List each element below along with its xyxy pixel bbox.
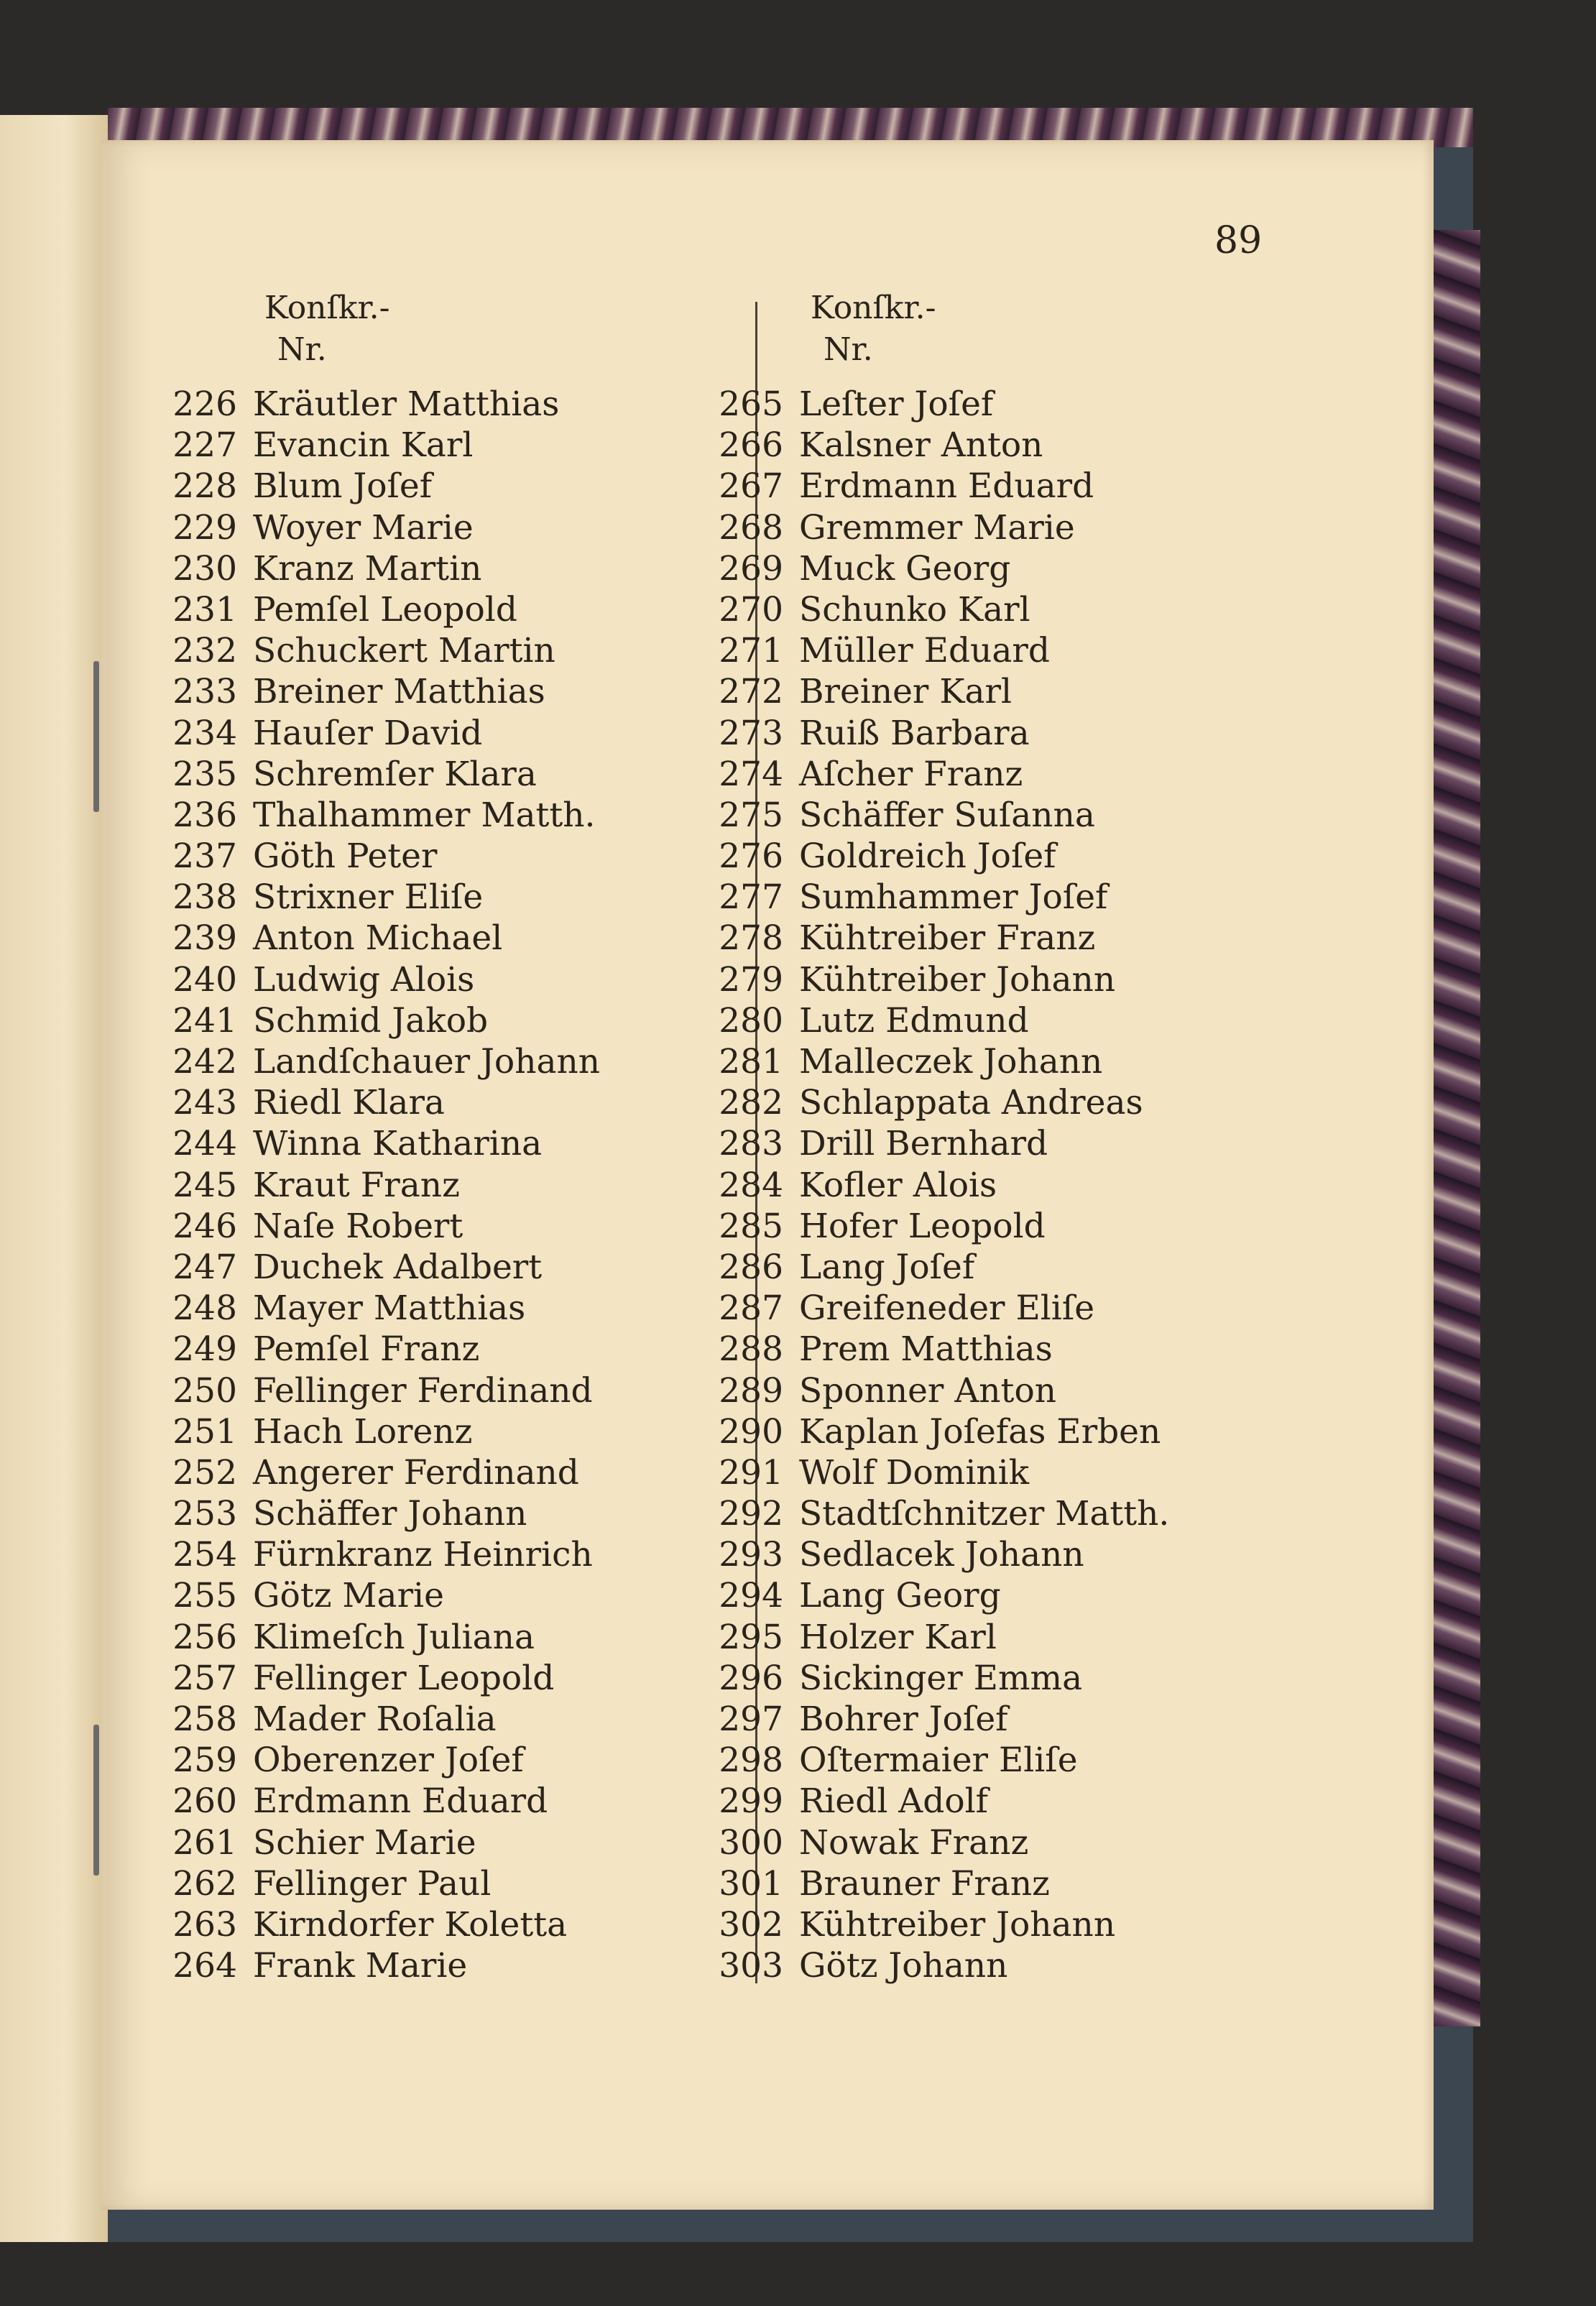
- entry-name: Fürnkranz Heinrich: [253, 1535, 593, 1575]
- header-line2: Nr.: [824, 331, 873, 368]
- list-item: [690, 1000, 1169, 1041]
- entry-name: Duchek Adalbert: [253, 1247, 543, 1287]
- list-item: [144, 754, 600, 795]
- entry-name: Schuckert Martin: [253, 631, 555, 671]
- entry-number: 249: [172, 1329, 237, 1370]
- entry-name: Woyer Marie: [253, 507, 474, 548]
- entry-number: 302: [719, 1904, 783, 1945]
- entry-name: Breiner Matthias: [253, 672, 545, 712]
- list-item: [690, 754, 1169, 795]
- list-item: [144, 1411, 600, 1452]
- list-item: [690, 1165, 1169, 1206]
- entry-number: 264: [172, 1946, 237, 1986]
- list-item: [144, 1863, 600, 1904]
- list-item: [690, 1288, 1169, 1329]
- entry-name: Frank Marie: [253, 1946, 468, 1986]
- entry-number: 260: [172, 1781, 237, 1822]
- entry-name: Prem Matthias: [799, 1329, 1053, 1370]
- entry-number: 232: [172, 631, 237, 671]
- entry-number: 281: [719, 1042, 783, 1081]
- entry-name: Thalhammer Matth.: [253, 795, 596, 835]
- entry-number: 282: [719, 1083, 783, 1123]
- entry-name: Bohrer Joſef: [799, 1699, 1008, 1739]
- binding-staple: [93, 661, 99, 812]
- entry-name: Kühtreiber Franz: [799, 918, 1096, 959]
- entry-name: Nowak Franz: [799, 1822, 1029, 1863]
- entry-number: 286: [719, 1247, 783, 1287]
- list-item: [144, 1781, 600, 1822]
- entry-number: 233: [172, 672, 237, 712]
- entry-name: Blum Joſef: [253, 466, 433, 507]
- entry-name: Sumhammer Joſef: [799, 877, 1108, 918]
- entry-name: Müller Eduard: [799, 631, 1050, 671]
- list-item: [690, 1370, 1169, 1411]
- entry-number: 241: [172, 1000, 237, 1041]
- entry-number: 245: [172, 1165, 237, 1205]
- entry-number: 244: [172, 1124, 237, 1164]
- entry-number: 289: [719, 1370, 783, 1411]
- entry-number: 262: [172, 1863, 237, 1904]
- marbled-edge-side: [1430, 230, 1480, 2026]
- entry-number: 276: [719, 836, 783, 877]
- list-item: [690, 1123, 1169, 1164]
- entry-number: 283: [719, 1124, 783, 1164]
- entry-number: 247: [172, 1247, 237, 1287]
- list-item: [690, 836, 1169, 877]
- list-item: [690, 1617, 1169, 1658]
- entry-name: Anton Michael: [253, 918, 503, 959]
- list-item: [144, 1329, 600, 1370]
- entry-name: Schmid Jakob: [253, 1000, 489, 1041]
- entry-number: 254: [172, 1535, 237, 1575]
- page-number: 89: [1214, 219, 1263, 262]
- right-entry-list: [690, 384, 1169, 1986]
- entry-name: Kalsner Anton: [799, 425, 1043, 466]
- list-item: [144, 1945, 600, 1986]
- list-item: [690, 1329, 1169, 1370]
- entry-name: Drill Bernhard: [799, 1124, 1048, 1164]
- entry-name: Schremſer Klara: [253, 754, 537, 794]
- entry-number: 296: [719, 1658, 783, 1698]
- list-item: [144, 1165, 600, 1206]
- entry-name: Hauſer David: [253, 713, 483, 753]
- entry-name: Erdmann Eduard: [253, 1781, 548, 1822]
- entry-number: 255: [172, 1576, 237, 1616]
- entry-name: Malleczek Johann: [799, 1042, 1103, 1081]
- list-item: [690, 1411, 1169, 1452]
- entry-name: Breiner Karl: [799, 672, 1012, 712]
- entry-name: Leſter Joſef: [799, 384, 994, 424]
- entry-name: Fellinger Paul: [253, 1863, 492, 1904]
- list-item: [690, 1822, 1169, 1863]
- entry-number: 294: [719, 1576, 783, 1616]
- entry-number: 290: [719, 1411, 783, 1452]
- entry-name: Holzer Karl: [799, 1617, 997, 1657]
- header-line2: Nr.: [277, 331, 327, 368]
- entry-name: Schunko Karl: [799, 589, 1030, 629]
- list-item: [144, 671, 600, 712]
- list-item: [690, 425, 1169, 466]
- entry-number: 251: [172, 1411, 237, 1452]
- entry-name: Schäffer Suſanna: [799, 795, 1095, 835]
- list-item: [144, 1699, 600, 1740]
- list-item: [144, 1575, 600, 1616]
- entry-name: Ludwig Alois: [253, 959, 475, 1000]
- list-item: [690, 1082, 1169, 1123]
- entry-name: Strixner Eliſe: [253, 877, 484, 918]
- list-item: [144, 1740, 600, 1781]
- entry-number: 301: [719, 1863, 783, 1904]
- list-item: [690, 1206, 1169, 1247]
- list-item: [144, 1822, 600, 1863]
- list-item: [690, 1575, 1169, 1616]
- entry-number: 228: [172, 466, 237, 507]
- list-item: [144, 589, 600, 630]
- entry-name: Götz Johann: [799, 1946, 1008, 1986]
- entry-name: Kofler Alois: [799, 1165, 997, 1205]
- list-item: [690, 1740, 1169, 1781]
- entry-number: 278: [719, 918, 783, 959]
- entry-number: 293: [719, 1535, 783, 1575]
- list-item: [144, 1370, 600, 1411]
- list-item: [144, 1658, 600, 1699]
- entry-name: Fellinger Ferdinand: [253, 1370, 593, 1411]
- list-item: [690, 877, 1169, 918]
- entry-number: 303: [719, 1946, 783, 1986]
- entry-number: 267: [719, 466, 783, 507]
- list-item: [690, 959, 1169, 1000]
- entry-number: 279: [719, 959, 783, 1000]
- entry-name: Mayer Matthias: [253, 1288, 526, 1329]
- entry-name: Gremmer Marie: [799, 507, 1075, 548]
- entry-number: 261: [172, 1822, 237, 1863]
- entry-name: Riedl Adolf: [799, 1781, 989, 1822]
- entry-number: 291: [719, 1452, 783, 1493]
- list-item: [690, 1781, 1169, 1822]
- entry-name: Pemſel Leopold: [253, 589, 517, 629]
- entry-number: 287: [719, 1288, 783, 1329]
- list-item: [144, 1617, 600, 1658]
- entry-name: Riedl Klara: [253, 1083, 445, 1123]
- entry-number: 246: [172, 1206, 237, 1246]
- entry-name: Kirndorfer Koletta: [253, 1904, 568, 1945]
- entry-number: 280: [719, 1000, 783, 1041]
- entry-number: 230: [172, 548, 237, 589]
- entry-number: 256: [172, 1617, 237, 1657]
- entry-number: 236: [172, 795, 237, 835]
- list-item: [144, 836, 600, 877]
- list-item: [144, 466, 600, 507]
- list-item: [690, 1493, 1169, 1534]
- list-item: [690, 1945, 1169, 1986]
- list-item: [144, 1206, 600, 1247]
- entry-number: 285: [719, 1206, 783, 1246]
- entry-name: Götz Marie: [253, 1576, 444, 1616]
- entry-name: Stadtſchnitzer Matth.: [799, 1494, 1170, 1534]
- list-item: [144, 630, 600, 671]
- list-item: [144, 1904, 600, 1945]
- entry-number: 239: [172, 918, 237, 959]
- entry-name: Oberenzer Joſef: [253, 1740, 524, 1781]
- entry-name: Sedlacek Johann: [799, 1535, 1084, 1575]
- facing-page-edge: [0, 115, 108, 2242]
- entry-number: 295: [719, 1617, 783, 1657]
- entry-number: 274: [719, 754, 783, 794]
- list-item: [144, 1123, 600, 1164]
- entry-name: Angerer Ferdinand: [253, 1452, 579, 1493]
- entry-number: 257: [172, 1658, 237, 1698]
- list-item: [690, 384, 1169, 425]
- list-item: [690, 918, 1169, 959]
- list-item: [690, 548, 1169, 589]
- header-line1: Konſkr.-: [811, 290, 936, 326]
- entry-number: 266: [719, 425, 783, 466]
- right-column-header: [811, 287, 936, 371]
- entry-name: Hofer Leopold: [799, 1206, 1046, 1246]
- entry-name: Goldreich Joſef: [799, 836, 1056, 877]
- entry-number: 300: [719, 1822, 783, 1863]
- entry-number: 250: [172, 1370, 237, 1411]
- entry-number: 234: [172, 713, 237, 753]
- entry-number: 298: [719, 1740, 783, 1781]
- list-item: [144, 384, 600, 425]
- entry-number: 275: [719, 795, 783, 835]
- list-item: [690, 1452, 1169, 1493]
- entry-name: Kräutler Matthias: [253, 384, 560, 424]
- list-item: [144, 1534, 600, 1575]
- entry-number: 269: [719, 548, 783, 589]
- list-item: [144, 1082, 600, 1123]
- entry-name: Kaplan Joſefas Erben: [799, 1411, 1161, 1452]
- entry-number: 292: [719, 1494, 783, 1534]
- entry-name: Ruiß Barbara: [799, 713, 1030, 753]
- entry-name: Göth Peter: [253, 836, 438, 877]
- entry-name: Naſe Robert: [253, 1206, 463, 1246]
- entry-number: 226: [172, 384, 237, 424]
- list-item: [690, 630, 1169, 671]
- entry-number: 263: [172, 1904, 237, 1945]
- list-item: [144, 713, 600, 754]
- entry-name: Landſchauer Johann: [253, 1042, 601, 1081]
- list-item: [690, 1041, 1169, 1082]
- entry-number: 265: [719, 384, 783, 424]
- entry-name: Schier Marie: [253, 1822, 476, 1863]
- entry-number: 258: [172, 1699, 237, 1739]
- entry-number: 237: [172, 836, 237, 877]
- entry-number: 227: [172, 425, 237, 466]
- list-item: [144, 1000, 600, 1041]
- list-item: [690, 1904, 1169, 1945]
- entry-name: Sickinger Emma: [799, 1658, 1083, 1698]
- entry-name: Kraut Franz: [253, 1165, 460, 1205]
- entry-number: 238: [172, 877, 237, 918]
- entry-name: Sponner Anton: [799, 1370, 1057, 1411]
- entry-name: Kranz Martin: [253, 548, 482, 589]
- list-item: [144, 1493, 600, 1534]
- list-item: [690, 1658, 1169, 1699]
- binding-staple: [93, 1725, 99, 1876]
- entry-name: Winna Katharina: [253, 1124, 543, 1164]
- list-item: [144, 1041, 600, 1082]
- list-item: [144, 918, 600, 959]
- entry-name: Wolf Dominik: [799, 1452, 1030, 1493]
- entry-number: 240: [172, 959, 237, 1000]
- entry-number: 268: [719, 507, 783, 548]
- list-item: [690, 795, 1169, 836]
- entry-name: Schlappata Andreas: [799, 1083, 1143, 1123]
- entry-name: Aſcher Franz: [799, 754, 1023, 794]
- left-entry-list: [144, 384, 600, 1986]
- entry-number: 243: [172, 1083, 237, 1123]
- list-item: [690, 671, 1169, 712]
- entry-name: Fellinger Leopold: [253, 1658, 555, 1698]
- entry-number: 270: [719, 589, 783, 629]
- entry-name: Lutz Edmund: [799, 1000, 1029, 1041]
- entry-number: 252: [172, 1452, 237, 1493]
- list-item: [144, 877, 600, 918]
- list-item: [690, 1863, 1169, 1904]
- entry-name: Evancin Karl: [253, 425, 474, 466]
- entry-number: 299: [719, 1781, 783, 1822]
- list-item: [144, 425, 600, 466]
- entry-name: Kühtreiber Johann: [799, 1904, 1116, 1945]
- list-item: [144, 1452, 600, 1493]
- left-column-header: [264, 287, 390, 371]
- entry-number: 272: [719, 672, 783, 712]
- list-item: [144, 959, 600, 1000]
- entry-name: Lang Joſef: [799, 1247, 975, 1287]
- entry-name: Schäffer Johann: [253, 1494, 527, 1534]
- entry-name: Klimeſch Juliana: [253, 1617, 535, 1657]
- list-item: [690, 1247, 1169, 1288]
- entry-number: 253: [172, 1494, 237, 1534]
- entry-name: Erdmann Eduard: [799, 466, 1094, 507]
- list-item: [144, 507, 600, 548]
- entry-number: 248: [172, 1288, 237, 1329]
- entry-number: 297: [719, 1699, 783, 1739]
- entry-name: Greifeneder Eliſe: [799, 1288, 1095, 1329]
- list-item: [690, 466, 1169, 507]
- entry-number: 273: [719, 713, 783, 753]
- entry-number: 284: [719, 1165, 783, 1205]
- list-item: [144, 795, 600, 836]
- entry-name: Mader Roſalia: [253, 1699, 497, 1739]
- entry-number: 271: [719, 631, 783, 671]
- list-item: [144, 1288, 600, 1329]
- list-item: [690, 507, 1169, 548]
- entry-name: Muck Georg: [799, 548, 1011, 589]
- entry-number: 242: [172, 1042, 237, 1081]
- entry-name: Brauner Franz: [799, 1863, 1050, 1904]
- entry-name: Lang Georg: [799, 1576, 1001, 1616]
- list-item: [144, 1247, 600, 1288]
- entry-name: Kühtreiber Johann: [799, 959, 1116, 1000]
- entry-number: 259: [172, 1740, 237, 1781]
- entry-number: 229: [172, 507, 237, 548]
- header-line1: Konſkr.-: [264, 290, 390, 326]
- entry-name: Hach Lorenz: [253, 1411, 473, 1452]
- entry-number: 235: [172, 754, 237, 794]
- entry-name: Oſtermaier Eliſe: [799, 1740, 1078, 1781]
- entry-number: 231: [172, 589, 237, 629]
- list-item: [690, 713, 1169, 754]
- entry-number: 288: [719, 1329, 783, 1370]
- list-item: [690, 589, 1169, 630]
- entry-number: 277: [719, 877, 783, 918]
- list-item: [690, 1534, 1169, 1575]
- entry-name: Pemſel Franz: [253, 1329, 480, 1370]
- list-item: [144, 548, 600, 589]
- list-item: [690, 1699, 1169, 1740]
